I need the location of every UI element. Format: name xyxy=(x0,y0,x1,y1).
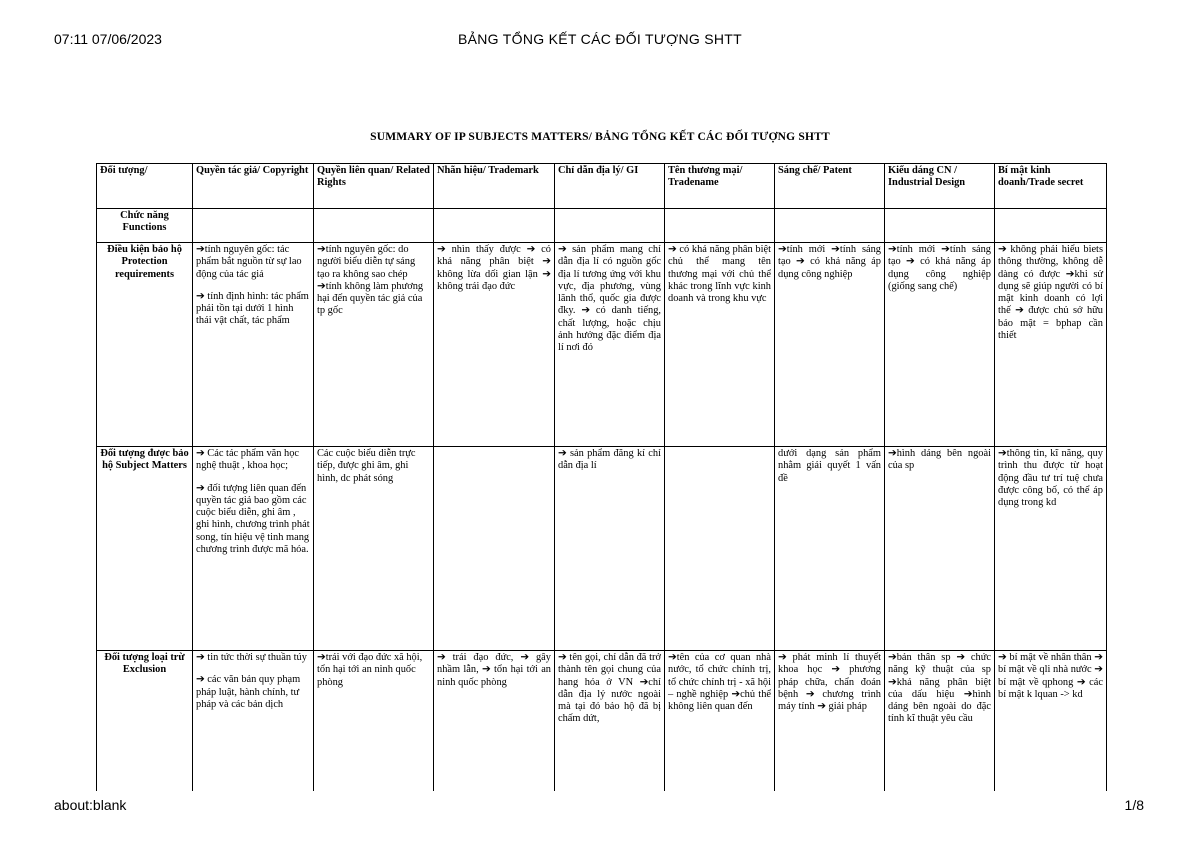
row-label-protection: Điều kiện bảo hộ Protection requirements xyxy=(97,243,193,447)
column-header-copyright: Quyền tác giả/ Copyright xyxy=(193,164,314,209)
cell-subject-gi: ➔ sản phẩm đăng kí chỉ dẫn địa lí xyxy=(555,447,665,651)
column-header-gi: Chỉ dẫn địa lý/ GI xyxy=(555,164,665,209)
cell xyxy=(885,209,995,243)
cell-protection-related: ➔tính nguyên gốc: do người biểu diễn tự sáng tạo ra không sao chép ➔tính không làm phương hại đến quyền tác giả của tp gốc xyxy=(314,243,434,447)
cell-exclusion-copyright xyxy=(193,651,314,791)
table-row-protection xyxy=(97,243,1107,447)
cell-subject-design: ➔hình dáng bên ngoài của sp xyxy=(885,447,995,651)
cell-protection-trademark: ➔ nhìn thấy được ➔ có khả năng phân biệt ➔ không lừa dối gian lận ➔ không trái đạo đức xyxy=(434,243,555,447)
print-header-title: BẢNG TỔNG KẾT CÁC ĐỐI TƯỢNG SHTT xyxy=(457,31,743,47)
cell-subject-patent: dưới dạng sản phẩm nhằm giải quyết 1 vấn đề xyxy=(775,447,885,651)
cell-protection-copyright xyxy=(193,243,314,447)
cell xyxy=(995,209,1107,243)
table-row-exclusion xyxy=(97,651,1107,791)
cell xyxy=(775,209,885,243)
cell-text: ➔ các văn bản quy phạm pháp luật, hành chính, tư pháp và các bản dịch xyxy=(196,674,301,710)
cell-text: ➔ Các tác phẩm văn học nghệ thuật , khoa học; xyxy=(196,448,300,472)
cell-text: ➔ tin tức thời sự thuần túy xyxy=(196,652,307,663)
cell xyxy=(193,209,314,243)
column-header-trademark: Nhãn hiệu/ Trademark xyxy=(434,164,555,209)
row-label-subject: Đối tượng được bảo hộ Subject Matters xyxy=(97,447,193,651)
table-header-row xyxy=(97,164,1107,209)
print-timestamp: 07:11 07/06/2023 xyxy=(54,31,162,47)
column-header-tradename: Tên thương mại/ Tradename xyxy=(665,164,775,209)
cell xyxy=(434,209,555,243)
row-label-functions: Chức năng Functions xyxy=(97,209,193,243)
cell-text: ➔ đối tượng liên quan đến quyền tác giả bao gồm các cuộc biểu diễn, ghi âm , ghi hình, chương trình phát song, tín hiệu vệ tinh mang chương trình được mã hóa. xyxy=(196,482,310,556)
cell-exclusion-design: ➔bản thân sp ➔ chức năng kỹ thuật của sp ➔khả năng phân biệt của dấu hiệu ➔hình dáng bên ngoài do đặc tính kĩ thuật yêu cầu xyxy=(885,651,995,791)
row-label-exclusion: Đối tượng loại trừ Exclusion xyxy=(97,651,193,791)
cell-exclusion-related: ➔trái với đạo đức xã hội, tổn hại tới an ninh quốc phòng xyxy=(314,651,434,791)
column-header-industrial-design: Kiểu dáng CN / Industrial Design xyxy=(885,164,995,209)
cell-subject-secret: ➔thông tin, kĩ năng, quy trình thu được từ hoạt động đầu tư trí tuệ chưa được công bố, có thể áp dụng trong kd xyxy=(995,447,1107,651)
cell-text: ➔tính nguyên gốc: tác phẩm bắt nguồn từ sự lao động của tác giả xyxy=(196,244,302,280)
cell-subject-related: Các cuộc biểu diễn trực tiếp, được ghi âm, ghi hình, dc phát sóng xyxy=(314,447,434,651)
cell-subject-tradename xyxy=(665,447,775,651)
cell-exclusion-trademark: ➔ trái đạo đức, ➔ gây nhầm lẫn, ➔ tổn hại tới an ninh quốc phòng xyxy=(434,651,555,791)
cell xyxy=(314,209,434,243)
ip-summary-table xyxy=(96,163,1107,791)
cell xyxy=(555,209,665,243)
cell-exclusion-patent: ➔ phát minh lí thuyết khoa học ➔ phương pháp chữa, chẩn đoán bệnh ➔ chương trình máy tính ➔ giải pháp xyxy=(775,651,885,791)
cell-protection-secret: ➔ không phải hiểu biets thông thường, không dễ dàng có được ➔khi sử dụng sẽ giúp người có bí mật kinh doanh có lợi thế ➔ được chủ sở hữu bảo mật = bphap cần thiết xyxy=(995,243,1107,447)
cell-exclusion-gi: ➔ tên gọi, chỉ dẫn đã trở thành tên gọi chung của hang hóa ở VN ➔chỉ dẫn địa lý nước ngoài mà tại đó bảo hộ đã bị chấm dứt, xyxy=(555,651,665,791)
column-header-subject: Đối tượng/ xyxy=(97,164,193,209)
column-header-trade-secret: Bí mật kinh doanh/Trade secret xyxy=(995,164,1107,209)
cell-protection-patent: ➔tính mới ➔tính sáng tạo ➔ có khả năng áp dụng công nghiệp xyxy=(775,243,885,447)
cell-protection-gi: ➔ sản phẩm mang chỉ dẫn địa lí có nguồn gốc địa lí tương ứng với khu vực, địa phương, vùng lãnh thổ, quốc gia được đky. ➔ có danh tiếng, chất lượng, hoặc chịu ảnh hưởng đặc điểm địa lí nơi đó xyxy=(555,243,665,447)
print-footer-url: about:blank xyxy=(54,797,127,813)
table-row-subject xyxy=(97,447,1107,651)
cell-exclusion-secret: ➔ bí mật về nhân thân ➔ bí mật về qli nhà nước ➔ bí mật về qphong ➔ các bí mật k lquan -> kd xyxy=(995,651,1107,791)
table-row-functions xyxy=(97,209,1107,243)
cell-protection-tradename: ➔ có khả năng phân biệt chủ thể mang tên thương mại với chủ thể khác trong lĩnh vực kinh doanh và trong khu vực xyxy=(665,243,775,447)
cell-subject-trademark xyxy=(434,447,555,651)
cell-exclusion-tradename: ➔tên của cơ quan nhà nước, tổ chức chính trị, tổ chức chính trị - xã hội – nghề nghiệp ➔chủ thể không liên quan đến xyxy=(665,651,775,791)
column-header-patent: Sáng chế/ Patent xyxy=(775,164,885,209)
cell-subject-copyright xyxy=(193,447,314,651)
cell xyxy=(665,209,775,243)
document-title: SUMMARY OF IP SUBJECTS MATTERS/ BẢNG TỔNG KẾT CÁC ĐỐI TƯỢNG SHTT xyxy=(370,131,830,143)
column-header-related-rights: Quyền liên quan/ Related Rights xyxy=(314,164,434,209)
cell-text: ➔ tính định hình: tác phẩm phải tồn tại dưới 1 hình thái vật chất, tác phẩm xyxy=(196,290,309,327)
cell-protection-design: ➔tính mới ➔tính sáng tạo ➔ có khả năng áp dụng công nghiệp (giống sang chế) xyxy=(885,243,995,447)
print-page-number: 1/8 xyxy=(1124,797,1144,813)
